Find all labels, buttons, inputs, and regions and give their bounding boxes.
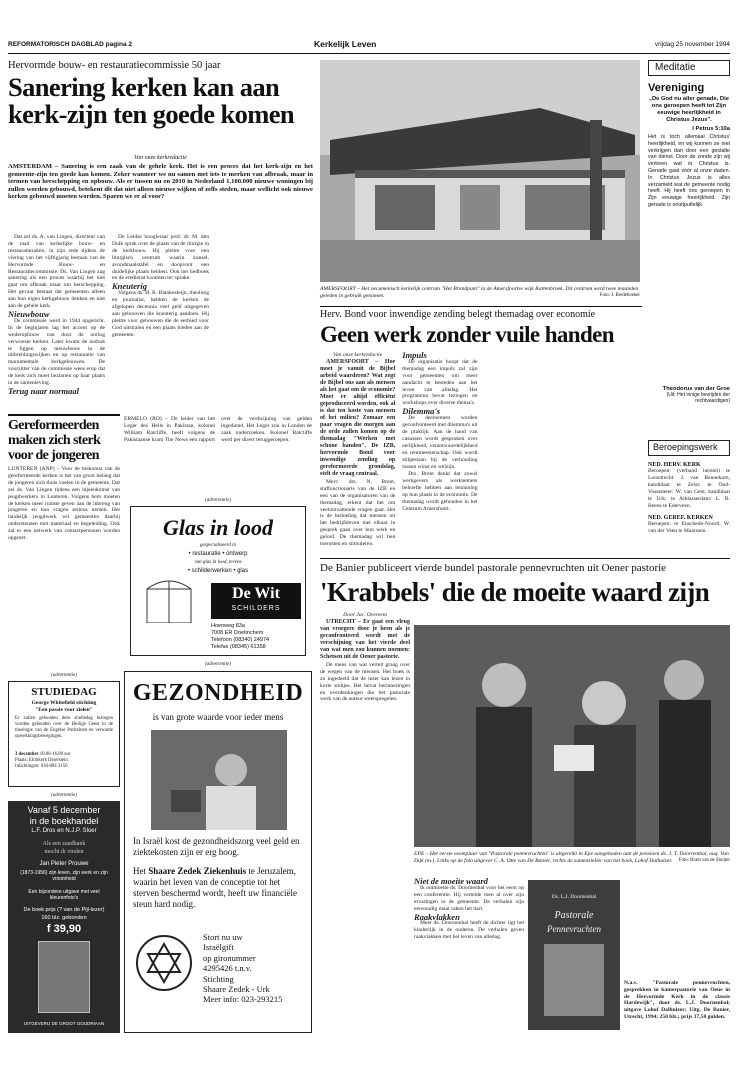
meditatie-column: Vereniging „De God nu aller genade, Die ons geroepen heeft tot Zijn eeuwige heerlijkheid in Christus Jezus". I Petrus 5:10a Het is toch allemaal Christus' heerlijkheid, en wij kunnen ze niet verkrijgen dan door een gestalte van dienst. Door de zonde zijn wij verloren wat in Christus is. Genade gaat vóór al onze daden. In Christus Jezus is alles verzameld wat de gemeente nodig heeft. Hij heeft ons geroepen in Zijn eeuwige heerlijkheid. Zijn genade is onuitputtelijk. Theodorus van der Groe (Uit: Het innige bevrijden der rechtvaardigen): [648, 82, 730, 404]
ad-label: (advertentie): [205, 498, 231, 503]
photo2-caption: EPE – Het eerste exemplaar van "Pastorale pennevruchten" is uitgereikt in Epe aangeboden aan de pensioen ds. J. T. Doornenbal, ouq. Van Dijk (m.). Links op de foto uitgever C. A. Otte van De Banier, rechts de samensteller van het boek, Lohof Dalhuizer. Foto: Bram van de Sluijter: [414, 851, 730, 864]
presentation-photo: [414, 625, 730, 847]
a4-body: Van onze kerkredactie AMERSFOORT – Hoe moet je vanuit de Bijbel arbeid waarderen? Wat zegt de Bijbel ons aan als mensen als het gaat om de economie? Moet er altijd efficiënt geproduceerd worden, ook al is dat ten koste van mensen of het milieu? Zomaar een paar vragen die morgen aan de orde zullen komen op de themadag "Werken met schone handen". De IZB, hervormde Bond voor inwendige zending op gereformeerde grondslag, stelt de vraag centraal. Mevr. drs. N. Brent, staffunctionaris van de IZB en een van de organisatoren van de themadag, erkent dat het om veelomvattende vragen gaat. Het is de bedoeling dat mensen uit het bedrijfsleven met elkaar in gesprek gaan over hun werk en geloof. De themadag wil hen toerusten en stimuleren. Impuls De organisatie hoopt dat de themadag een impuls zal zijn voor gemeenten om meer aandacht te besteden aan het leven van alledag. Het programma bevat lezingen en workshops over diverse thema's. Dilemma's De deelnemers worden geconfronteerd met dilemma's uit de praktijk. Aan de hand van casussen wordt gesproken over eerlijkheid, verantwoordelijkheid en rentmeesterschap. Ook wordt stilgestaan bij de verhouding tussen winst en welzijn. Drs. Brent denkt dat zowel werkgevers als werknemers behoefte hebben aan bezinning op hun plaats in de economie. De themadag wordt gehouden in het Centrum Amersfoort.: [320, 350, 478, 548]
a5-kicker: De Banier publiceert vierde bundel pastorale pennevruchten uit Oener pastorie: [320, 562, 667, 574]
a5-col1: Door Jac. Overeem UTRECHT – Er gaat een vleug van vroegere door je heen als je geconfronteerd wordt met de verschijning van het vierde deel van wat men zou kunnen noemen: Schetsen uit de Oener pastorie. De mens van wat vertelt graag over de wegen van de mensen. Het boek is zo ingedeeld dat de lezer kan lezen in korte stukjes. Het bevat herinneringen en overdenkingen die het pastorale werk van de auteur weerspiegelen.: [320, 612, 410, 703]
page-header: [8, 38, 730, 54]
ad-health-contact: Stort nu uw Israëlgift op gironummer 4295426 t.n.v. Stichting Shaare Zedek - Urk Meer info: 023-293215: [203, 932, 283, 1005]
shaare-zedek-logo: [135, 934, 193, 992]
church-window-icon: [139, 579, 199, 623]
a2-body: LUNTEREN (ANP) – Voor de toekomst van de gereformeerde kerken is het van groot belang dat de jongeren zich thuis voelen in de gemeente. Dat zei ds. Van Lingen tijdens een bijeenkomst van jeugdwerkers in Lunteren. Volgens hem moeten de kerken meer ruimte geven aan de inbreng van jongeren en hun vragen serieus nemen. Het landelijk jeugdwerk wil gemeenten daarbij ondersteunen met materiaal en begeleiding. Ook zal er een netwerk van contactpersonen worden opgezet.: [8, 466, 120, 542]
church-building-illustration: [320, 60, 640, 282]
a2-headline: Gereformeerden maken zich sterk voor de jongeren: [8, 418, 101, 463]
a5-headline: 'Krabbels' die de moeite waard zijn: [320, 577, 710, 607]
de-wit-logo: De Wit SCHILDERS: [211, 583, 301, 619]
a1-byline: Van onze kerkredactie: [134, 155, 187, 161]
meditatie-header: Meditatie: [648, 60, 730, 76]
meditatie-title: Vereniging: [648, 82, 705, 94]
nurse-photo: [151, 730, 287, 830]
a5-col2: Niet de moeite waard Ik ontmoette ds. Doornenbal voor het eerst op een conferentie. Hij vertelde toen al over zijn ervaringen in de gemeente. De verhalen zijn eenvoudig maar raken het hart. Raakvlakken Meer ds. Doornenbal heeft de dichter ligt het kinderlijk in de ouderen. De verhalen geven raakvlakken met het leven van alledag.: [414, 876, 524, 941]
ad-health-body2: Het Shaare Zedek Ziekenhuis te Jeruzalem, waarin het leven van de conceptie tot het sterven beschermd wordt, heeft uw financiële steun hard nodig.: [133, 866, 297, 909]
church-photo: [320, 60, 640, 282]
a1-body: Dat zei ds. A. van Lingen, directeur van de raad van kerkelijke bouw- en restauratiezaken, in zijn rede tijdens de viering van het vijftigjarig bestaan van de Hervormde Bouw- en Restauratiecommissie. Ds. Van Lingen zag sanering als een proces waarbij het niet gaat om afbraak maar om herschepping. Het gevaar bestaat dat gemeenten alleen aan hun eigen kerkgebouw denken en niet aan de gehele kerk. Nieuwbouw De commissie werd in 1944 opgericht. In de beginjaren lag het accent op de wederopbouw van door de oorlog verwoeste kerken. Later kwam de nadruk te liggen op nieuwbouw in de uitbreidingswijken en op restauratie van monumentale kerkgebouwen. De voorzitter van de commissie wees erop dat de kerk zich moet bezinnen op haar plaats in de samenleving. Terug naar normaal De Leidse hoogleraar prof. dr. M. den Dulk sprak over de plaats van de liturgie in de kerkbouw. Hij pleitte voor een liturgisch centrum waarin kansel, avondmaalstafel en doopvont een duidelijke plaats hebben. Ook het liedboek en de eredienst kwamen ter sprake. Kneuterig Volgens ds. H. R. Blankesteijn, theoloog en journalist, hebben de kerken de afgelopen decennia veel geld uitgegeven aan gebouwen die kneuterig aandoen. Hij pleitte voor gebouwen die de eerbied voor God uitstralen en een plaats bieden aan de gemeente.: [8, 234, 209, 396]
header-left: REFORMATORISCH DAGBLAD pagina 2: [8, 41, 132, 48]
ad-book: Vanaf 5 december in de boekhandel L.F. Dros en N.J.P. Sloer Als een zandbank mocht ik vinden Jan Pieter Prouwe (1873-1956) zijn leven, zijn werk en zijn vroomheid Een bijzondere uitgave met veel kleurenfoto's De boek prijs (? van de Pijl-lezer) 160 blz. gebonden f 39,90 UITGEVERIJ DE GROOT GOUDRIAAN: [8, 801, 120, 1033]
ad-glas-in-lood: Glas in lood gespecialiseerd in • restauratie • ontwerp van glas in lood, tevens • schilderwerken • glas De Wit SCHILDERS Hoenweg 83a 7008 ER Doetinchem Telefoon (08340) 24974 Telefax (08345) 61358: [130, 506, 306, 656]
a4-headline: Geen werk zonder vuile handen: [320, 322, 614, 347]
ad-glas-address: Hoenweg 83a 7008 ER Doetinchem Telefoon (08340) 24974 Telefax (08345) 61358: [211, 623, 270, 650]
divider: [8, 414, 120, 416]
a3-body: ERMELO (RD) – De leider van het Leger des Heils in Pakistan, kolonel William Ratcliffe, heeft volgens de Pakistaanse krant The News een rapport over de verdwijning van gelden ingediend. Het Leger zou in Londen de zaak onderzoeken. Kolonel Ratcliffe werd per direct teruggeroepen.: [124, 416, 312, 443]
a5-book-info: N.a.v. "Pastorale pennevruchten, gesprekken in kamerpastorie van Oene in de Hervormde Kerk in de classis Hardewijk", door ds. L.J. Doornenbal; uitgave Lohof Dalhuizer; Uitg. De Banier, Utrecht, 1994; 250 blz.; prijs 37,50 gulden.: [624, 980, 730, 1020]
beroeping-list: NED. HERV. KERK Beroepen: (verband herstel) te Loosdrecht: J. van Bennekom, kandidaat te Zeist; te Oud-Vossemeer: W. van Gent, kandidaat te Urk; te Alblasserdam: L. B. Beens te Ederveen. NED. GEREF. KERKEN Beroepen: te Enschede-Noord, W. van der Veen te Maarssen.: [648, 462, 730, 535]
divider: [320, 306, 642, 307]
divider: [320, 558, 730, 559]
ad-studiedag: STUDIEDAG George Whitefield stichting "Een passie voor zielen" Er zullen gehouden deze studiedag lezingen worden gehouden over de Heilige Geest in de theologie van de Engelse Puriteinen en verwante opwekkingsbewegingen. 3 december 10.00-16.00 uur Plaats: Elimkerk IJsselstein Inlichtingen: 030-884 3150: [8, 681, 120, 787]
a1-lead: AMSTERDAM – Sanering is een zaak van de gehele kerk. Het is een proces dat het kerk-zijn en het gemeente-zijn ten goede kan komen. Zeker wanneer we nu samen met iets te merken van afbraak, maar in termen van herschepping en opbouw. Als er tussen nu en 2010 in Nederland 1.100.000 nieuwe woningen bij zullen worden gebouwd, betekent dit dat niet alleen nieuwe wijken of zelfs steden, maar wellicht ook nieuwe kerken gebouwd moeten worden. Sparen we er al voor?: [8, 163, 313, 201]
beroeping-header: Beroepingswerk: [648, 440, 730, 456]
a1-headline: Sanering kerken kan aan kerk-zijn ten goede komen: [8, 72, 295, 129]
ad-glas-title: Glas in lood: [162, 515, 274, 540]
book-cover: [38, 941, 90, 1013]
a4-kicker: Herv. Bond voor inwendige zending belegt themadag over economie: [320, 309, 596, 320]
header-date: vrijdag 25 november 1994: [654, 41, 730, 48]
book-cover-pastorale: Ds. L.J. Doornenbal Pastorale Pennevruchten: [528, 880, 620, 1030]
ad-gezondheid: GEZONDHEID is van grote waarde voor ieder mens In Israël kost de gezondheidszorg veel geld en ziektekosten zijn er erg hoog. Het Shaare Zedek Ziekenhuis te Jeruzalem, waarin het leven van de conceptie tot het sterven beschermd wordt, heeft uw financiële steun hard nodig. Stort nu uw Israëlgift op gironummer 4295426 t.n.v. Stichting Shaare Zedek - Urk Meer info: 023-293215: [124, 671, 312, 1033]
book-price: f 39,90: [46, 923, 82, 935]
header-section: Kerkelijk Leven: [314, 39, 377, 49]
a1-kicker: Hervormde bouw- en restauratiecommissie 50 jaar: [8, 60, 221, 71]
photo1-caption: AMERSFOORT – Het oecumenisch kerkelijk centrum "Het Brandpunt" in de Amersfoortse wijk Kattenbroek. Dit centrum werd twee maanden geleden in gebruik genomen. Foto: J. Bredehoeker: [320, 286, 640, 299]
